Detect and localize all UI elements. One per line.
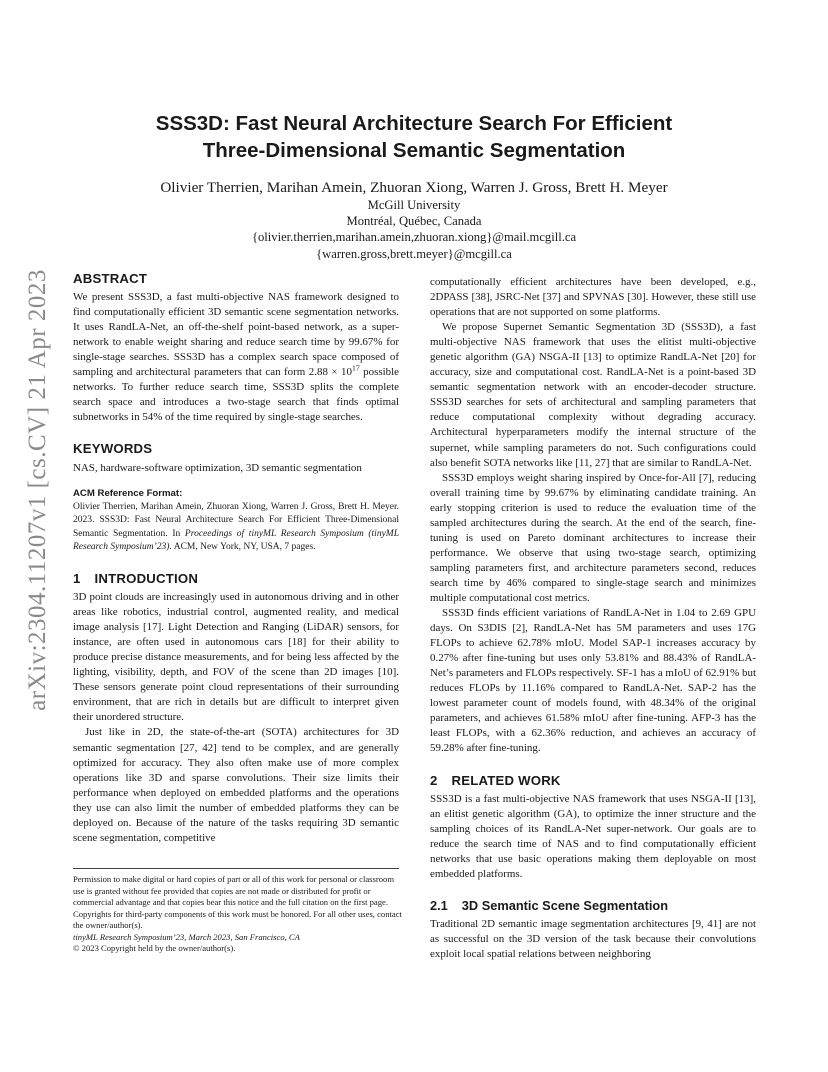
arxiv-sidebar-stamp [18, 230, 58, 750]
permission-text: Permission to make digital or hard copies of part or all of this work for personal or classroom use is granted without fee provided that copies are not made or distributed for profit or commercial advantage and that copies bear this notice and the full citation on the first page. Copyrights for third-party components of this work must be honored. For all other uses, contact the owner/author(s). [73, 874, 402, 930]
keywords-text: NAS, hardware-software optimization, 3D semantic segmentation [73, 461, 362, 474]
affiliation: McGill University [367, 198, 461, 212]
title-line-1: SSS3D: Fast Neural Architecture Search For Efficient [155, 112, 673, 135]
venue-text: tinyML Research Symposium’23, March 2023, San Francisco, CA [73, 931, 300, 942]
right-column [430, 275, 756, 962]
location: Montréal, Québec, Canada [346, 214, 482, 229]
intro-paragraph-4: We propose Supernet Semantic Segmentation 3D (SSS3D), a fast multi-objective NAS framework that uses the elitist multi-objective genetic algorithm (GA) NSGA-II [13] to optimize RandLA-Net [20] for accuracy, size and computational cost. RandLA-Net is a point-based 3D semantic segmentation network with an encoder-decoder structure. SSS3D searches for sets of architectural and sampling parameters that reduce computational complexity without degrading accuracy. Architectural hyperparameters modify the internal structure of the supernet, while sampling parameters do not. Such configurations could also benefit SOTA networks like [11, 27] that are similar to RandLA-Net. [430, 321, 756, 469]
acm-reference-text: Olivier Therrien, Marihan Amein, Zhuoran Xiong, Warren J. Gross, Brett H. Meyer. 2023. SSS3D: Fast Neural Architecture Search For Efficient Three-Dimensional Semantic Segmentation. In Proceedings of tinyML Research Symposium (tinyML Research Symposium’23). ACM, New York, NY, USA, 7 pages. [73, 501, 399, 553]
intro-paragraph-3: computationally efficient architectures have been developed, e.g., 2DPASS [38], JSRC-Net [37] and SPVNAS [30]. However, these still use operations that are not supported on some platforms. [430, 276, 756, 319]
title-line-2: Three-Dimensional Semantic Segmentation [202, 139, 626, 162]
copyright-text: © 2023 Copyright held by the owner/author(s). [73, 943, 236, 953]
left-column [73, 271, 399, 846]
abstract-text: We present SSS3D, a fast multi-objective NAS framework designed to find computationally efficient 3D semantic scene segmentation networks. It uses RandLA-Net, an off-the-shelf point-based network, as a super-network to enable weight sharing and reduce search time by 99.67% for single-stage searches. SSS3D has a complex search space composed of sampling and architectural parameters that can form $2.88 \times 10^{17}$ possible networks. To further reduce search time, SSS3D splits the complete search space and introduces a two-stage search that finds optimal subnetworks in 54% of the time required by single-stage searches. [73, 291, 399, 424]
acm-reference-heading: ACM Reference Format: [73, 487, 183, 499]
subsection-heading: 2.1 3D Semantic Scene Segmentation [430, 897, 669, 913]
email-students: {olivier.therrien,marihan.amein,zhuoran.xiong}@mail.mcgill.ca [251, 230, 577, 245]
related-work-heading: 2 RELATED WORK [430, 772, 561, 788]
author-block [100, 178, 728, 262]
intro-paragraph-6: SSS3D finds efficient variations of RandLA-Net in 1.04 to 2.69 GPU days. On S3DIS [2], RandLA-Net has 5M parameters and uses 17G FLOPs to achieve 62.78% mIoU. Model SAP-1 increases accuracy by 0.27% after fine-tuning but uses only 53.81% and 88.43% of RandLA-Net’s parameters and FLOPs respectively. SF-1 has a mIoU of 62.91% but reduces FLOPs by 11.16% compared to RandLA-Net. SAP-2 has the lowest parameter count of models found, with 48.34% of the original parameters, and achieves 61.58% mIoU after fine-tuning. AFP-3 has the least FLOPs, with a 62.36% reduction, and achieves an accuracy of 59.28% after fine-tuning. [430, 607, 756, 755]
arxiv-identifier: arXiv:2304.11207v1 [cs.CV] 21 Apr 2023 [24, 269, 51, 711]
footnote-rule [73, 868, 399, 869]
intro-paragraph-5: SSS3D employs weight sharing inspired by Once-for-All [7], reducing overall training time by 99.67% by eliminating candidate training. An early stopping criterion is used to reduce the evaluation time of the sampled architectures during the search. At the end of the search, fine-tuning is used on Pareto dominant architectures to increase their performance. We observe that using two-stage search, optimizing sampling parameters first, and architecture parameters second, reduces search time by 46% compared to single-stage search and minimizes multiple computational cost metrics. [430, 471, 756, 604]
paper-title [100, 110, 728, 164]
introduction-heading: 1 INTRODUCTION [73, 570, 199, 586]
subsection-paragraph: Traditional 2D semantic image segmentation architectures [9, 41] are not as successful on the 3D version of the task because their convolutions exploit local spatial relations between neighboring [430, 917, 756, 960]
permission-footnote [73, 868, 403, 955]
related-work-paragraph: SSS3D is a fast multi-objective NAS framework that uses NSGA-II [13], an elitist genetic algorithm (GA), to optimize the inner structure and the sampling choices of its RandLA-Net super-network. Our goals are to reduce the search time of NAS and to find computationally efficient networks that use basic operations making them deployable on most embedded platforms. [430, 792, 756, 880]
author-names: Olivier Therrien, Marihan Amein, Zhuoran Xiong, Warren J. Gross, Brett H. Meyer [160, 179, 668, 196]
intro-paragraph-1: 3D point clouds are increasingly used in autonomous driving and in other areas like robotics, industrial control, augmented reality, and medical image analysis [17]. Light Detection and Ranging (LiDAR) sensors, for instance, are often used in autonomous cars [18] for their ability to produce precise distance measurements, and for being less affected by the lighting, visibility, depth, and FOV of the scene than 2D images [10]. These sensors generate point cloud representations of their surrounding environment, that are rich in details but are difficult to interpret given their unordered structure. [73, 591, 399, 724]
keywords-heading: KEYWORDS [73, 441, 153, 457]
abstract-heading: ABSTRACT [73, 271, 148, 286]
intro-paragraph-2: Just like in 2D, the state-of-the-art (SOTA) architectures for 3D semantic segmentation [27, 42] tend to be complex, and are generally optimized for accuracy. They also often make use of more complex operations like 3D and sparse convolutions. Their size limits their performance when deployed on embedded platforms and the operations they use can also limit the number of embedded platforms they can be deployed on. Because of the nature of the tasks requiring 3D semantic scene segmentation, competitive [73, 726, 399, 844]
email-faculty: {warren.gross,brett.meyer}@mcgill.ca [316, 246, 512, 261]
